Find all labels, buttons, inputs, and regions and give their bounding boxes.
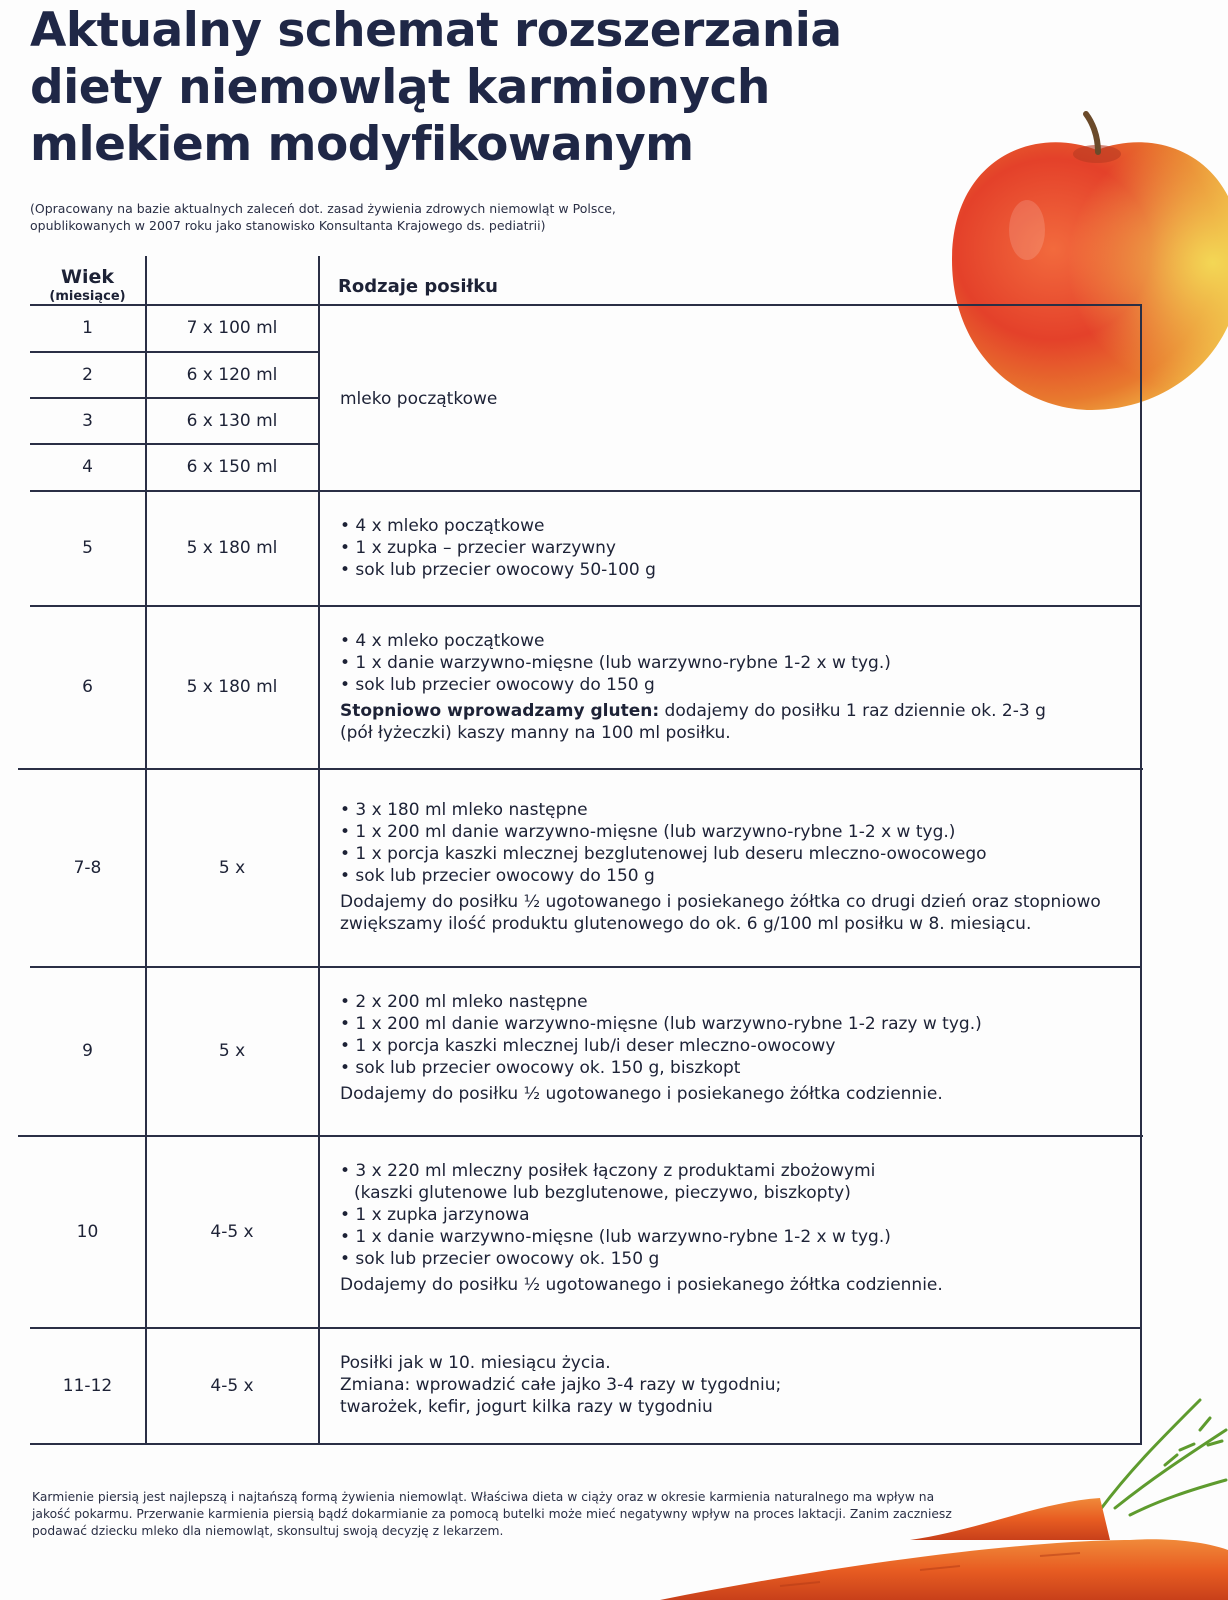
age-cell: 5 [82,538,93,558]
meal-line: • 1 x porcja kaszki mlecznej bezglutenowej lub deseru mleczno-owocowego [340,844,987,864]
age-cell: 11-12 [62,1375,113,1396]
meal-line: • 4 x mleko początkowe [340,516,545,536]
meal-line: • sok lub przecier owocowy ok. 150 g, biszkopt [340,1058,741,1078]
meal-line: twarożek, kefir, jogurt kilka razy w tygodniu [340,1397,713,1417]
age-cell: 4 [82,457,93,477]
subtitle-line-1: (Opracowany na bazie aktualnych zaleceń dot. zasad żywienia zdrowych niemowląt w Polsce, [30,201,616,216]
portions-cell: 6 x 150 ml [186,457,278,477]
title-line-3: mlekiem modyfikowanym [30,117,694,172]
meal-line: • 1 x 200 ml danie warzywno-mięsne (lub warzywno-rybne 1-2 x w tyg.) [340,822,956,842]
title-line-1: Aktualny schemat rozszerzania [30,3,842,58]
title-line-2: diety niemowląt karmionych [30,60,770,115]
meals-month-10 [340,1160,943,1296]
subtitle [30,200,730,234]
portions-cell: 5 x [218,1041,246,1061]
header-age [30,266,145,306]
gluten-note [340,700,1046,722]
age-cell: 9 [82,1041,93,1061]
age-cell: 1 [82,318,93,338]
meal-line: (pół łyżeczki) kaszy manny na 100 ml posiłku. [340,723,731,743]
meals-month-5 [340,515,656,581]
meals-month-9 [340,991,982,1105]
header-age-unit: (miesiące) [49,289,126,304]
subtitle-line-2: opublikowanych w 2007 roku jako stanowisko Konsultanta Krajowego ds. pediatrii) [30,218,546,233]
portions-cell: 5 x 180 ml [186,538,278,558]
meal-line: • 3 x 180 ml mleko następne [340,800,588,820]
meal-line: • 1 x danie warzywno-mięsne (lub warzywno-rybne 1-2 x w tyg.) [340,1227,891,1247]
meal-note: Dodajemy do posiłku ½ ugotowanego i posiekanego żółtka codziennie. [340,1275,943,1295]
meal-note: zwiększamy ilość produktu glutenowego do ok. 6 g/100 ml posiłku w 8. miesiącu. [340,914,1032,934]
table-vline-2 [318,256,320,1444]
portions-cell: 4-5 x [210,1221,254,1242]
meal-line: • 2 x 200 ml mleko następne [340,992,588,1012]
header-meals: Rodzaje posiłku [338,276,498,297]
meal-line: • sok lub przecier owocowy do 150 g [340,866,655,886]
age-cell: 7-8 [73,857,102,878]
portions-cell: 7 x 100 ml [186,318,278,338]
meal-note: Dodajemy do posiłku ½ ugotowanego i posiekanego żółtka co drugi dzień oraz stopniowo [340,892,1101,912]
meal-line: (kaszki glutenowe lub bezglutenowe, pieczywo, biszkopty) [354,1183,851,1203]
meals-month-6 [340,630,1046,744]
footer-disclaimer: Karmienie piersią jest najlepszą i najtańszą formą żywienia niemowląt. Właściwa dieta w ciąży oraz w okresie karmienia naturalnego ma wpływ na jakość pokarmu. Przerwanie karmienia piersią bądź dokarmianie za pomocą butelki może mieć negatywny wpływ na proces laktacji. Zanim zaczniesz podawać dziecku mleko dla niemowląt, skonsultuj swoją decyzję z lekarzem. [32,1490,952,1538]
meal-line: Posiłki jak w 10. miesiącu życia. [340,1353,611,1373]
meal-line: • 3 x 220 ml mleczny posiłek łączony z produktami zbożowymi [340,1161,876,1181]
meal-note: Dodajemy do posiłku ½ ugotowanego i posiekanego żółtka codziennie. [340,1084,943,1104]
meal-line: • 1 x danie warzywno-mięsne (lub warzywno-rybne 1-2 x w tyg.) [340,653,891,673]
meals-months-7-8 [340,799,1101,935]
meal-line: • 4 x mleko początkowe [340,631,545,651]
header-age-label: Wiek [61,266,114,288]
meal-line: • 1 x 200 ml danie warzywno-mięsne (lub warzywno-rybne 1-2 razy w tyg.) [340,1014,982,1034]
meal-line: • sok lub przecier owocowy do 150 g [340,675,655,695]
portions-cell: 5 x 180 ml [186,677,278,697]
gluten-note-bold: Stopniowo wprowadzamy gluten: [340,701,660,721]
portions-cell: 6 x 120 ml [186,364,278,385]
meals-months-1-4 [340,388,497,410]
age-cell: 6 [82,677,93,697]
meal-line: Zmiana: wprowadzić całe jajko 3-4 razy w tygodniu; [340,1375,782,1395]
gluten-note-text: dodajemy do posiłku 1 raz dziennie ok. 2-3 g [659,701,1046,721]
meal-line: • sok lub przecier owocowy ok. 150 g [340,1249,660,1269]
apple-illustration [952,110,1228,430]
meal-line: mleko początkowe [340,389,498,409]
portions-cell: 6 x 130 ml [186,410,278,431]
table-vline-3 [1140,305,1142,1444]
carrot-illustration [660,1390,1228,1600]
age-cell: 2 [82,364,93,385]
meal-line: • 1 x zupka jarzynowa [340,1205,530,1225]
portions-cell: 4-5 x [210,1375,254,1396]
meal-line: • sok lub przecier owocowy 50-100 g [340,560,656,580]
page-title [30,2,930,173]
age-cell: 10 [76,1221,99,1242]
age-cell: 3 [82,410,93,431]
meal-line: • 1 x porcja kaszki mlecznej lub/i deser mleczno-owocowy [340,1036,836,1056]
meal-line: • 1 x zupka – przecier warzywny [340,538,616,558]
portions-cell: 5 x [218,857,246,878]
